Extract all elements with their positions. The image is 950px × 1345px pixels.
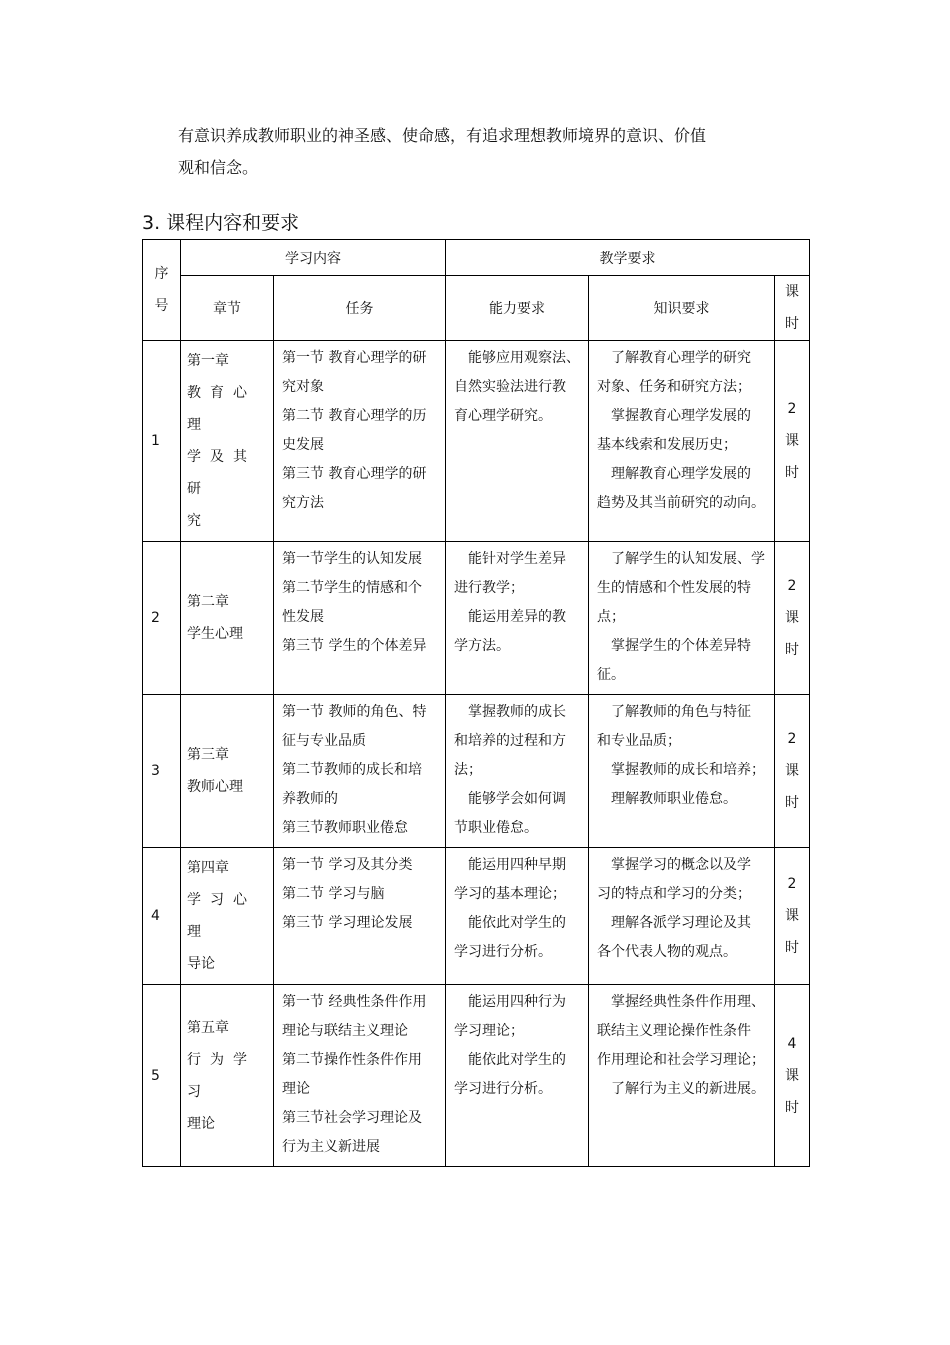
row-seq: 4 xyxy=(143,848,181,985)
row-ability: 掌握教师的成长 和培养的过程和方 法； 能够学会如何调 节职业倦怠。 xyxy=(446,695,589,848)
row-tasks: 第一节学生的认知发展 第二节学生的情感和个 性发展 第三节 学生的个体差异 xyxy=(274,542,446,695)
row-hours: 2 课 时 xyxy=(775,695,810,848)
row-tasks: 第一节 经典性条件作用 理论与联结主义理论 第二节操作性条件作用 理论 第三节社会学习理论及 行为主义新进展 xyxy=(274,985,446,1167)
row-chapter: 第一章 教育心理 学及其研 究 xyxy=(181,341,274,542)
row-knowledge: 掌握学习的概念以及学 习的特点和学习的分类； 理解各派学习理论及其 各个代表人物的观点。 xyxy=(589,848,775,985)
row-knowledge: 了解教师的角色与特征 和专业品质； 掌握教师的成长和培养； 理解教师职业倦怠。 xyxy=(589,695,775,848)
header-knowledge: 知识要求 xyxy=(589,276,775,341)
row-seq: 2 xyxy=(143,542,181,695)
row-tasks: 第一节 教育心理学的研 究对象 第二节 教育心理学的历 史发展 第三节 教育心理学的研 究方法 xyxy=(274,341,446,542)
row-seq: 5 xyxy=(143,985,181,1167)
intro-line-1: 有意识养成教师职业的神圣感、使命感，有追求理想教师境界的意识、价值 xyxy=(178,126,707,145)
row-ability: 能运用四种行为 学习理论； 能依此对学生的 学习进行分析。 xyxy=(446,985,589,1167)
header-chapter: 章节 xyxy=(181,276,274,341)
row-hours: 2 课 时 xyxy=(775,542,810,695)
row-tasks: 第一节 学习及其分类 第二节 学习与脑 第三节 学习理论发展 xyxy=(274,848,446,985)
row-seq: 1 xyxy=(143,341,181,542)
header-learning-content: 学习内容 xyxy=(181,240,446,276)
section-title: 3. 课程内容和要求 xyxy=(142,212,300,234)
row-knowledge: 了解学生的认知发展、学 生的情感和个性发展的特 点； 掌握学生的个体差异特 征。 xyxy=(589,542,775,695)
table-row xyxy=(143,848,810,985)
header-teaching-requirements: 教学要求 xyxy=(446,240,810,276)
row-ability: 能针对学生差异 进行教学； 能运用差异的教 学方法。 xyxy=(446,542,589,695)
row-hours: 4 课 时 xyxy=(775,985,810,1167)
table-row xyxy=(143,341,810,542)
header-hours: 课 时 xyxy=(775,276,810,341)
row-hours: 2 课 时 xyxy=(775,848,810,985)
header-ability: 能力要求 xyxy=(446,276,589,341)
row-chapter: 第四章 学习心理 导论 xyxy=(181,848,274,985)
table-row xyxy=(143,985,810,1167)
table-row xyxy=(143,542,810,695)
row-ability: 能够应用观察法、 自然实验法进行教 育心理学研究。 xyxy=(446,341,589,542)
row-knowledge: 掌握经典性条件作用理、 联结主义理论操作性条件 作用理论和社会学习理论； 了解行为主义的新进展。 xyxy=(589,985,775,1167)
row-hours: 2 课 时 xyxy=(775,341,810,542)
row-tasks: 第一节 教师的角色、特 征与专业品质 第二节教师的成长和培 养教师的 第三节教师职业倦怠 xyxy=(274,695,446,848)
row-knowledge: 了解教育心理学的研究 对象、任务和研究方法； 掌握教育心理学发展的 基本线索和发展历史； 理解教育心理学发展的 趋势及其当前研究的动向。 xyxy=(589,341,775,542)
row-seq: 3 xyxy=(143,695,181,848)
header-seq: 序 号 xyxy=(143,240,181,341)
header-task: 任务 xyxy=(274,276,446,341)
row-chapter: 第五章 行为学习 理论 xyxy=(181,985,274,1167)
table-row xyxy=(143,695,810,848)
row-ability: 能运用四种早期 学习的基本理论； 能依此对学生的 学习进行分析。 xyxy=(446,848,589,985)
row-chapter: 第二章 学生心理 xyxy=(181,542,274,695)
intro-paragraph xyxy=(178,120,798,184)
intro-line-2: 观和信念。 xyxy=(178,158,259,177)
row-chapter: 第三章 教师心理 xyxy=(181,695,274,848)
course-content-table xyxy=(142,239,810,1167)
